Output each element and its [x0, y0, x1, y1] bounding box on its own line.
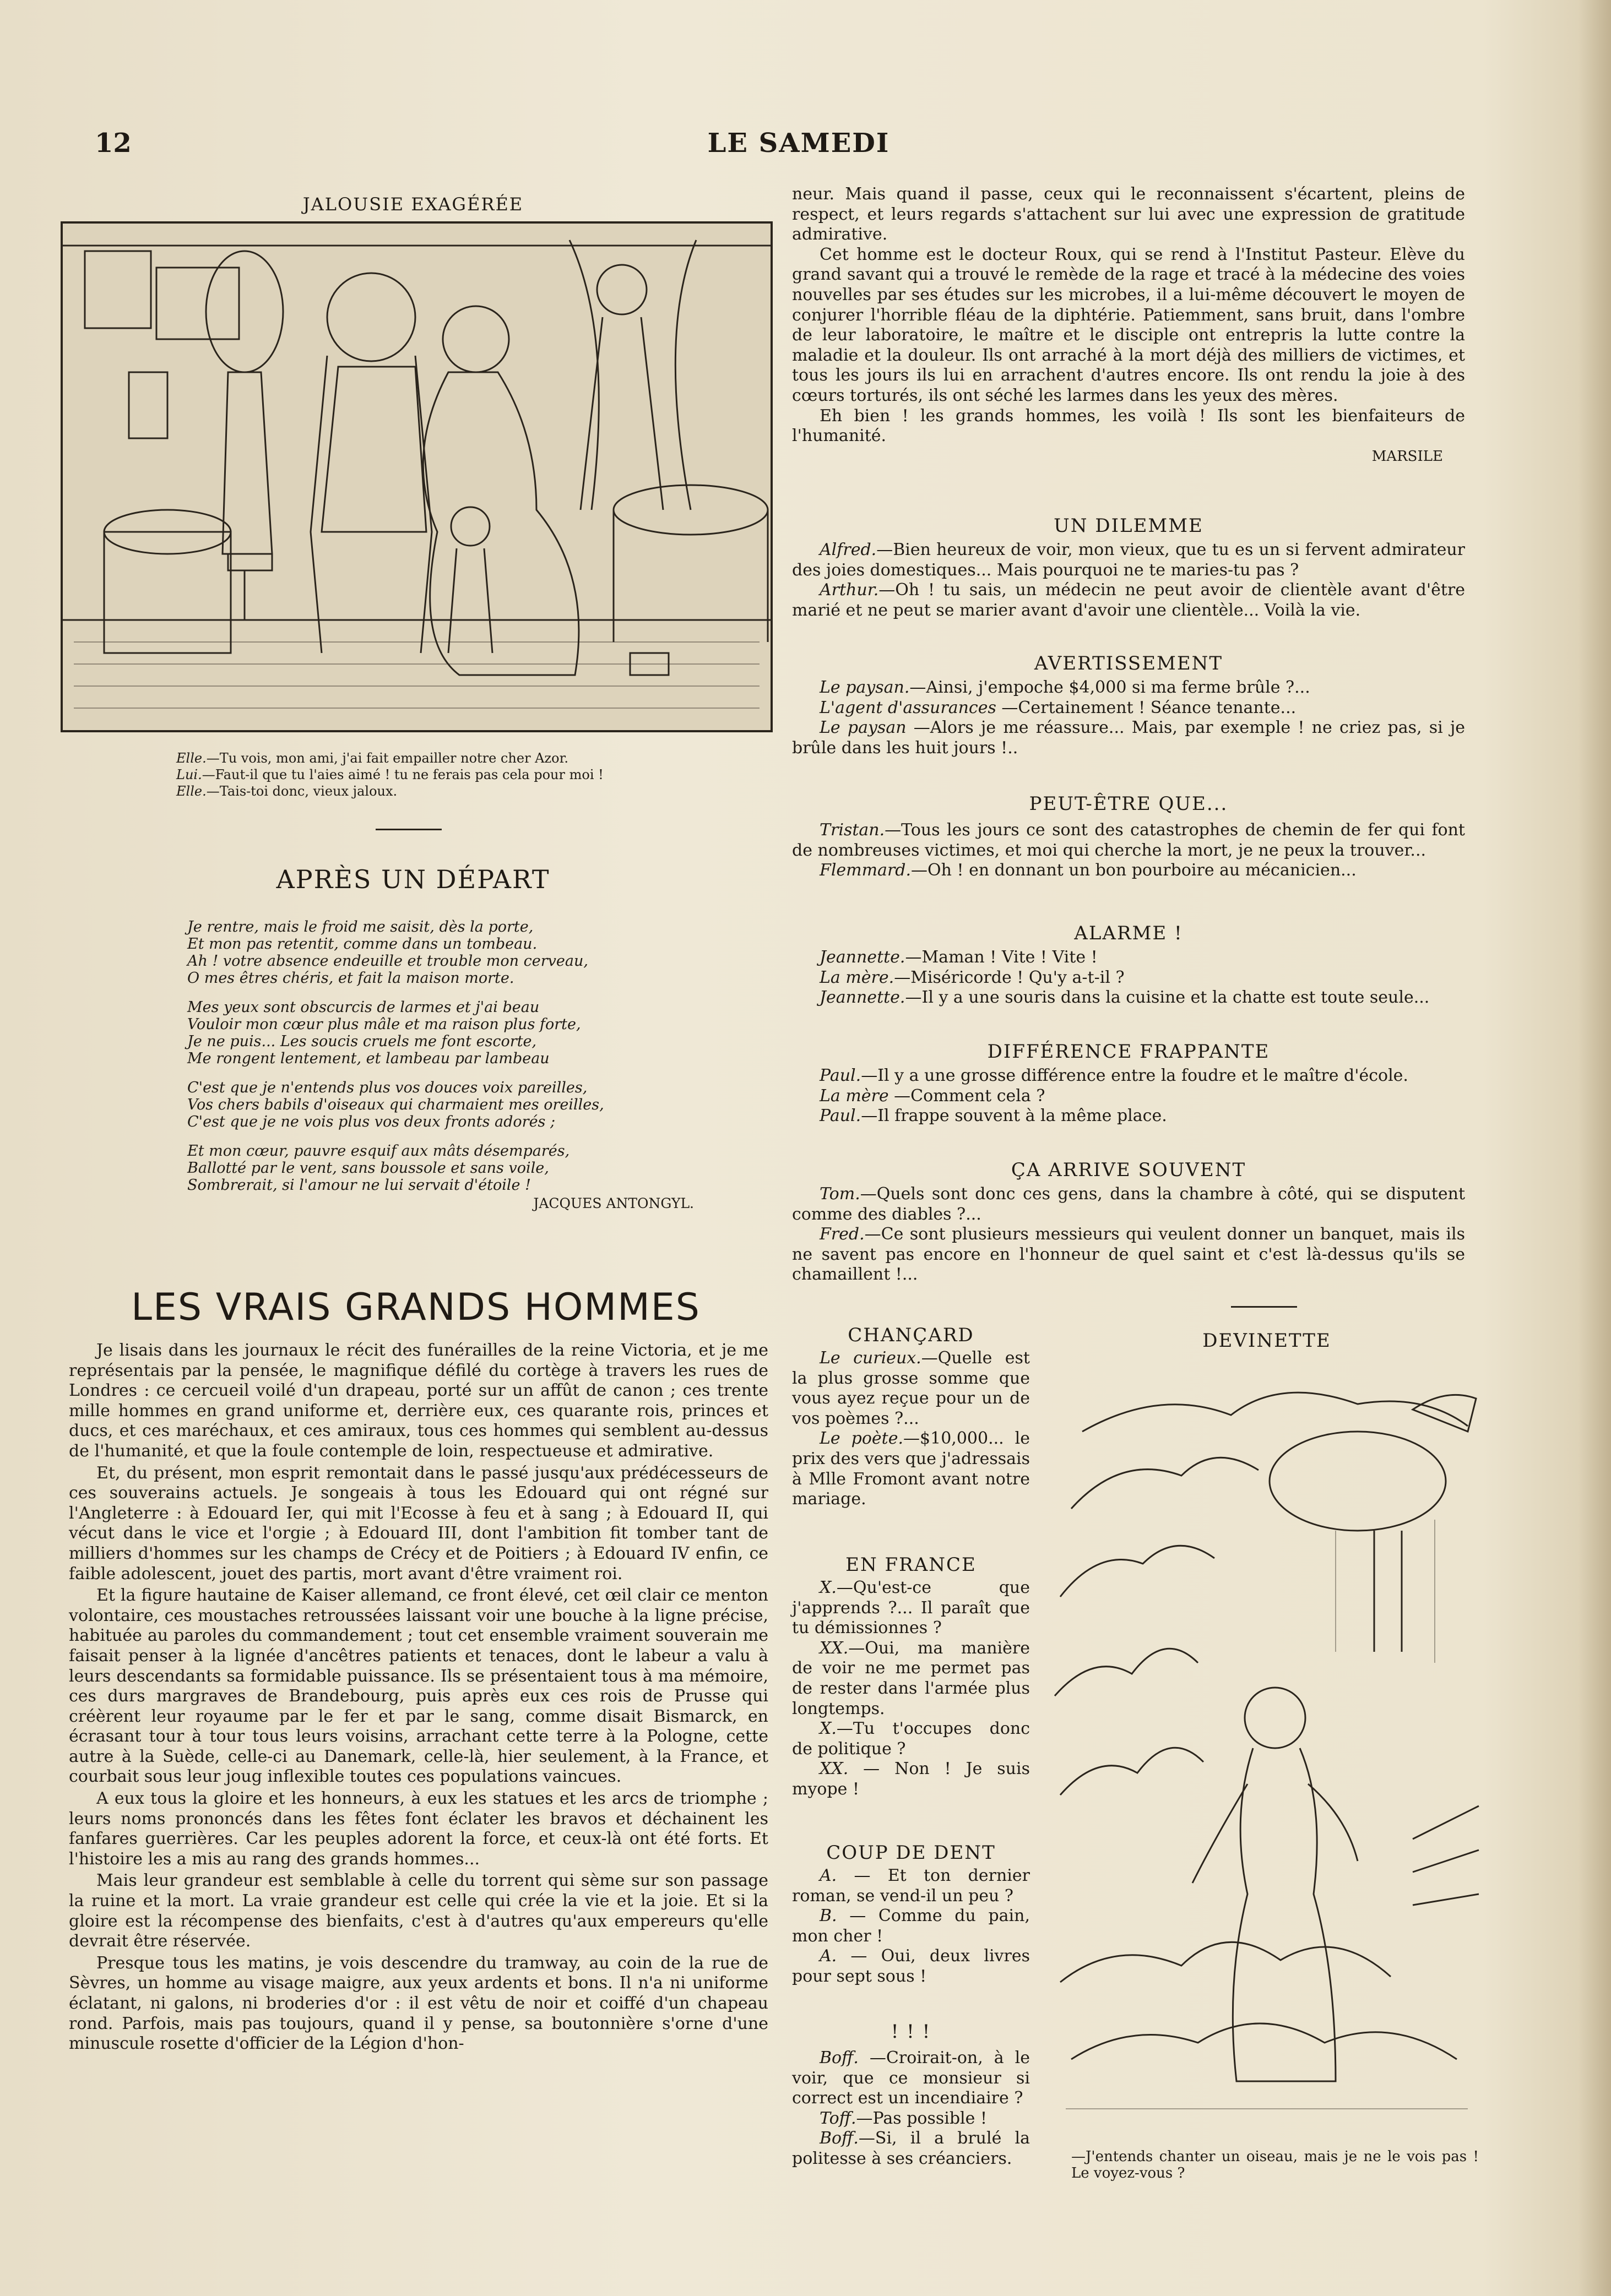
enfrance-section: EN FRANCE X.—Qu'est-ce que j'apprends ?... Il paraît que tu démissionnes ? XX.—Oui, ma manière de voir ne me permet pas de rester dans l'armée plus longtemps. X.—Tu t'occupes donc de politique ? XX. — Non ! Je suis myope ! — [792, 1554, 1030, 1799]
avertissement-section: AVERTISSEMENT Le paysan.—Ainsi, j'empoche $4,000 si ma ferme brûle ?... L'agent d'assurances —Certainement ! Séance tenante... Le paysan —Alors je me réassure... Mais, par exemple ! ne criez pas, si je brûle dans les huit jours !.. — [792, 652, 1466, 758]
souvent-section: ÇA ARRIVE SOUVENT Tom.—Quels sont donc ces gens, dans la chambre à côté, qui se disputent comme des diables ?... Fred.—Ce sont plusieurs messieurs qui veulent donner un banquet, mais ils ne savent pas encore en l'honneur de quel saint et c'est là-dessus qu'ils se chamaillent !... — [792, 1159, 1465, 1285]
alarme-title: ALARME ! — [1074, 922, 1183, 944]
apres-title: APRÈS UN DÉPART — [276, 864, 550, 894]
page-number: 12 — [95, 128, 132, 159]
stanza: Et mon cœur, pauvre esquif aux mâts désemparés, Ballotté par le vent, sans boussole et sans voile, Sombrerait, si l'amour ne lui servait d'étoile ! — [187, 1142, 570, 1194]
chancard-section: CHANÇARD Le curieux.—Quelle est la plus grosse somme que vous ayez reçue pour un de vos poèmes ?... Le poète.—$10,000... le prix des vers que j'adressais à Mlle Fromont avant notre mariage. — [792, 1324, 1030, 1509]
vrais-body: Je lisais dans les journaux le récit des funérailles de la reine Victoria, et je me représentais par la pensée, le magnifique défilé du cortège à travers les rues de Londres : ce cercueil voilé d'un drapeau, porté sur un affût de canon ; ces trente mille hommes en grand uniforme et, derrière eux, ces quarante rois, princes et ducs, et ces maréchaux, et ces amiraux, tous ces hommes qui semblent au-dessus de l'humanité, et que la foule contemple de loin, respectueuse et admirative. Et, du présent, mon esprit remontait dans le passé jusqu'aux prédécesseurs de ces souverains actuels. Je songeais à tous les Edouard qui ont régné sur l'Angleterre : à Edouard Ier, qui mit l'Ecosse à feu et à sang ; à Edouard II, qui vécut dans le vice et l'orgie ; à Edouard III, dont l'ambition fit tomber tant de milliers d'hommes sur les champs de Crécy et de Poitiers ; à Edouard IV enfin, ce faible adolescent, jouet des partis, mort avant d'être vraiment roi. Et la figure hautaine de Kaiser allemand, ce front élevé, cet œil clair ce menton volontaire, ces moustaches retroussées laissant voir une bouche à la ligne précise, habituée au paroles du commandement ; tout cet ensemble vraiment souverain me faisait penser à la lignée d'ancêtres patients et tenaces, dont le labeur a valu à leurs descendants sa formidable puissance. Ils se présentaient tous à ma mémoire, ces durs margraves de Brandebourg, puis après eux ces rois de Prusse qui créèrent leur royaume par le fer et par le sang, comme disait Bismarck, en écrasant tour à tour tous leurs voisins, arrachant cette terre à la Pologne, cette autre à la Suède, celle-ci au Danemark, celle-là, hier seulement, à la France, et courbait sous leur joug inflexible toutes ces populations vaincues. A eux tous la gloire et les honneurs, à eux les statues et les arcs de triomphe ; leurs noms prononcés dans les fêtes font éclater les bravos et déchainent les fanfares guerrières. Car les peuples adorent la force, et ceux-là ont été forts. Et l'histoire les a mis au rang des grands hommes... Mais leur grandeur est semblable à celle du torrent qui sème sur son passage la ruine et la mort. La vraie grandeur est celle qui crée la vie et la joie. Et si la gloire est la récompense des bienfaits, c'est à d'autres qu'aux empereurs qu'elle devrait être réservée. Presque tous les matins, je vois descendre du tramway, au coin de la rue de Sèvres, un homme au visage maigre, aux yeux ardents et bons. Il n'a ni uniforme éclatant, ni galons, ni broderies d'or : il est vêtu de noir et coiffé d'un chapeau rond. Parfois, mais pas toujours, quand il y pense, sa boutonnière s'orne d'une minuscule rosette d'officier de la Légion d'hon- — [69, 1341, 768, 2054]
divider-rule — [1231, 1306, 1297, 1308]
apres-author: JACQUES ANTONGYL. — [533, 1195, 694, 1211]
difference-section: DIFFÉRENCE FRAPPANTE Paul.—Il y a une grosse différence entre la foudre et le maître d'école. La mère —Comment cela ? Paul.—Il frappe souvent à la même place. — [792, 1041, 1465, 1127]
dilemme-section: UN DILEMME Alfred.—Bien heureux de voir, mon vieux, que tu es un si fervent admirateur des joies domestiques... Mais pourquoi ne te maries-tu pas ? Arthur.—Oh ! tu sais, un médecin ne peut avoir de clientèle avant d'être marié et ne peut se marier avant d'avoir une clientèle... Voilà la vie. — [792, 515, 1465, 620]
jalousie-title: JALOUSIE EXAGÉRÉE — [302, 194, 524, 215]
vrais-title: LES VRAIS GRANDS HOMMES — [131, 1286, 701, 1329]
stanza: C'est que je n'entends plus vos douces voix pareilles, Vos chers babils d'oiseaux qui charmaient mes oreilles, C'est que je ne vois plus vos deux fronts adorés ; — [187, 1079, 604, 1130]
excl-title: ! ! ! — [891, 2021, 931, 2043]
devinette-title: DEVINETTE — [1202, 1330, 1331, 1352]
devinette-drawing — [1049, 1365, 1484, 2136]
alarme-section: ALARME ! Jeannette.—Maman ! Vite ! Vite ! La mère.—Miséricorde ! Qu'y a-t-il ? Jeannette.—Il y a une souris dans la cuisine et la chatte est toute seule... — [792, 922, 1465, 1008]
difference-title: DIFFÉRENCE FRAPPANTE — [987, 1041, 1270, 1063]
journal-title: LE SAMEDI — [707, 128, 890, 159]
vrais-continued: neur. Mais quand il passe, ceux qui le reconnaissent s'écartent, pleins de respect, et leurs regards s'attachent sur lui avec une expression de gratitude admirative. Cet homme est le docteur Roux, qui se rend à l'Institut Pasteur. Elève du grand savant qui a trouvé le remède de la rage et tracé à la médecine des voies nouvelles par ses études sur les microbes, il a lui-même découvert le moyen de conjurer l'horrible fléau de la diphtérie. Patiemment, sans bruit, dans l'ombre de leur laboratoire, le maître et le disciple ont entrepris la lutte contre la maladie et la douleur. Ils ont arraché à la mort déjà des milliers de victimes, et tous les jours ils lui en arrachent d'autres encore. Ils ont rendu la joie à des cœurs torturés, ils ont séché les larmes dans les yeux des mères. Eh bien ! les grands hommes, les voilà ! Ils sont les bienfaiteurs de l'humanité. MARSILE — [792, 184, 1465, 466]
jalousie-caption: Elle.—Tu vois, mon ami, j'ai fait empailler notre cher Azor. Lui.—Faut-il que tu l'aies aimé ! tu ne ferais pas cela pour moi ! Elle.—Tais-toi donc, vieux jaloux. — [176, 750, 604, 799]
coup-title: COUP DE DENT — [826, 1842, 996, 1864]
coup-section: COUP DE DENT A. — Et ton dernier roman, se vend-il un peu ? B. — Comme du pain, mon cher ! A. — Oui, deux livres pour sept sous ! — [792, 1842, 1030, 1986]
devinette-caption: —J'entends chanter un oiseau, mais je ne le vois pas ! Le voyez-vous ? — [1071, 2148, 1479, 2181]
vrais-author: MARSILE — [1371, 448, 1443, 465]
peutetre-title: PEUT-ÊTRE QUE... — [1029, 793, 1228, 815]
jalousie-illustration — [61, 221, 773, 732]
page-edge-shadow — [1578, 0, 1611, 2296]
peutetre-section: PEUT-ÊTRE QUE... Tristan.—Tous les jours ce sont des catastrophes de chemin de fer qui font de nombreuses victimes, et moi qui cherche la mort, je ne peux la trouver... Flemmard.—Oh ! en donnant un bon pourboire au mécanicien... — [792, 793, 1465, 880]
stanza: Je rentre, mais le froid me saisit, dès la porte, Et mon pas retentit, comme dans un tombeau. Ah ! votre absence endeuille et trouble mon cerveau, O mes êtres chéris, et fait la maison morte. — [187, 918, 588, 987]
chancard-title: CHANÇARD — [848, 1324, 974, 1346]
avertissement-title: AVERTISSEMENT — [1034, 652, 1223, 674]
divider-rule — [376, 829, 442, 830]
apres-poem — [187, 918, 694, 1212]
devinette-illustration — [1049, 1365, 1484, 2136]
enfrance-title: EN FRANCE — [845, 1554, 977, 1576]
jalousie-drawing — [63, 224, 771, 730]
dilemme-title: UN DILEMME — [1054, 515, 1203, 537]
stanza: Mes yeux sont obscurcis de larmes et j'ai beau Vouloir mon cœur plus mâle et ma raison plus forte, Je ne puis... Les soucis cruels me font escorte, Me rongent lentement, et lambeau par lambeau — [187, 999, 581, 1067]
excl-section: ! ! ! Boff. —Croirait-on, à le voir, que ce monsieur si correct est un incendiaire ? Toff.—Pas possible ! Boff.—Si, il a brulé la politesse à ses créanciers. — [792, 2021, 1030, 2168]
souvent-title: ÇA ARRIVE SOUVENT — [1011, 1159, 1246, 1181]
